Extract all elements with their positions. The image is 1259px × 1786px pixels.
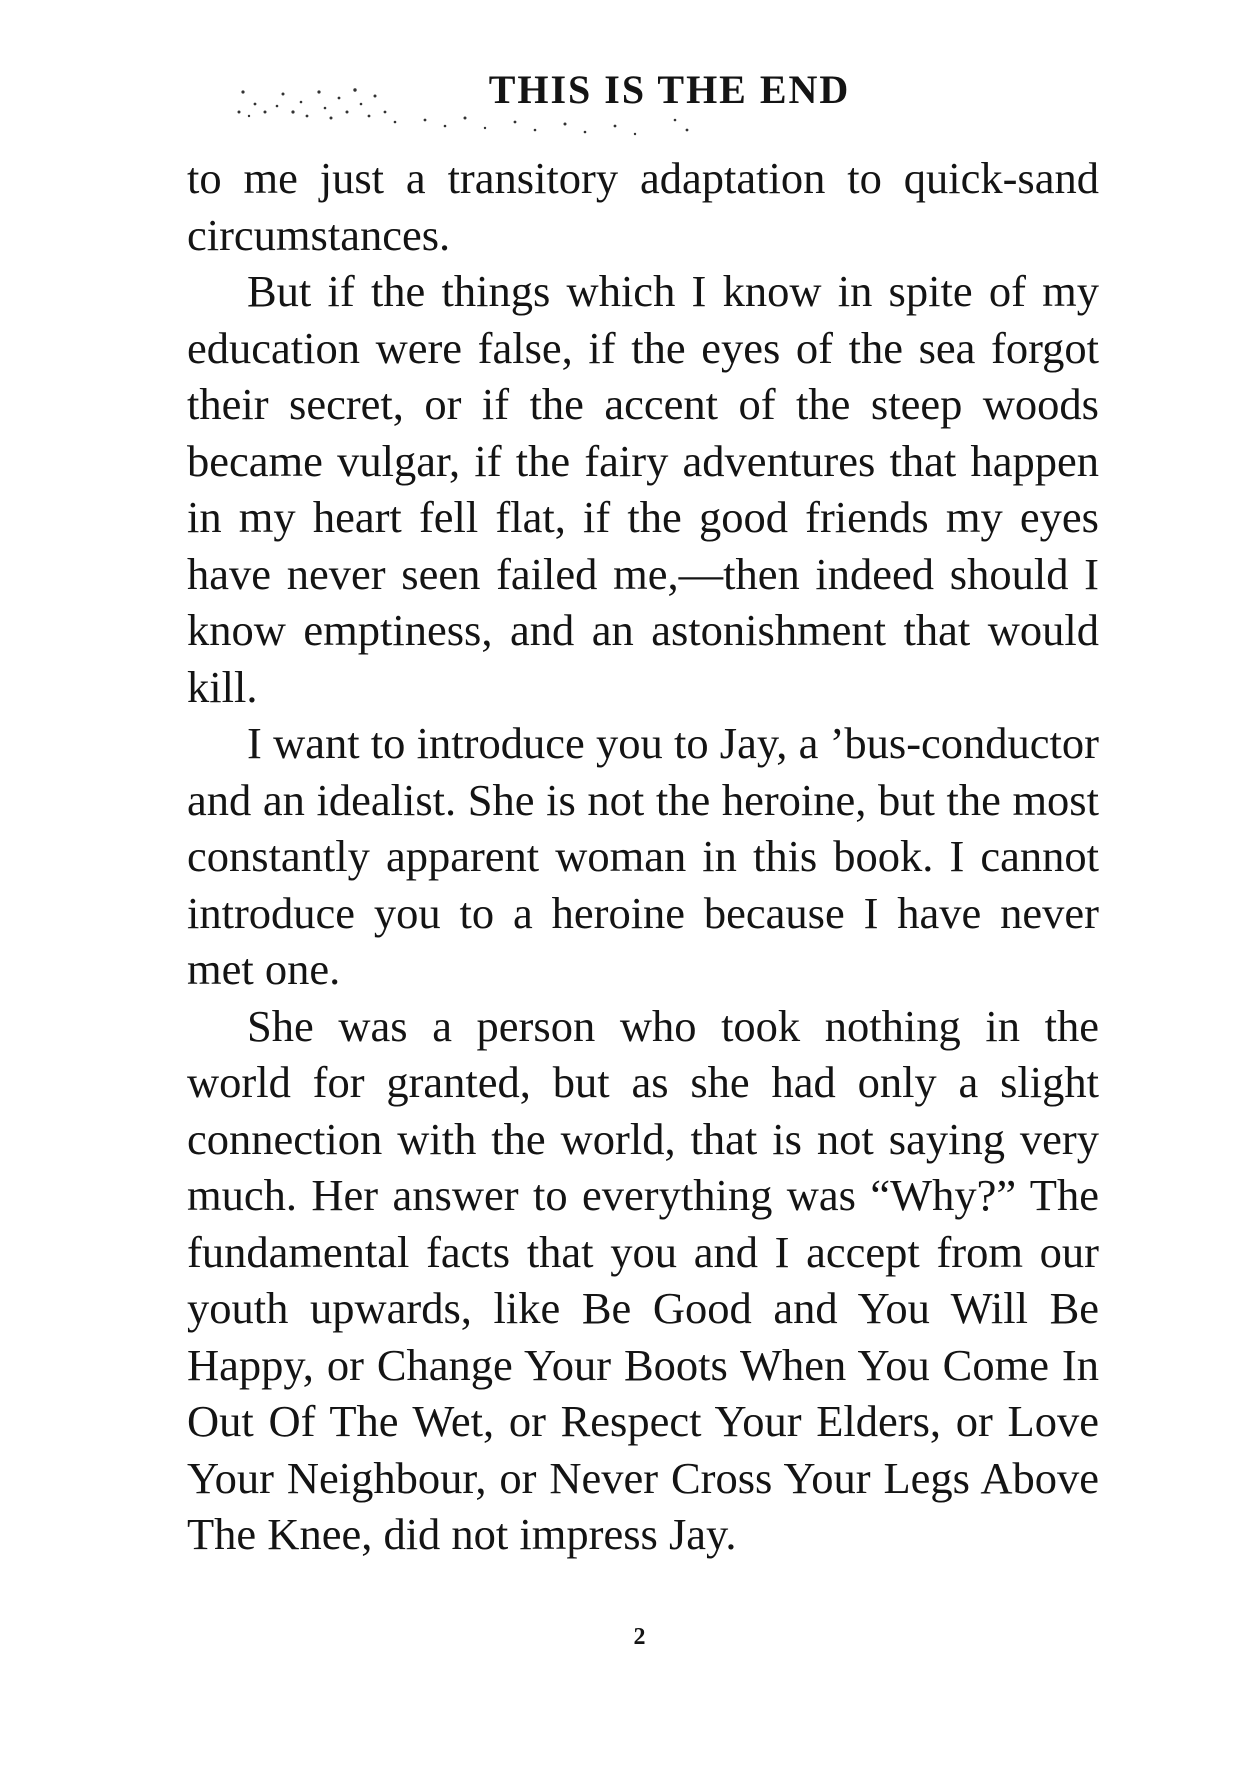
paragraph: to me just a transitory adaptation to quick-sand circumstances. xyxy=(187,153,1099,260)
paragraph: But if the things which I know in spite of my education were false, if the eyes of the sea forgot their secret, or if the accent of the steep woods became vulgar, if the fairy adventures that happen in my heart fell flat, if the good friends my eyes have never seen failed me,—then indeed should I know emptiness, and an astonishment that would kill. xyxy=(187,266,1099,712)
running-head: THIS IS THE END xyxy=(488,67,851,112)
paragraph: I want to introduce you to Jay, a ’bus-conductor and an idealist. She is not the heroine, but the most constantly apparent woman in this book. I cannot introduce you to a heroine because I have never met one. xyxy=(187,718,1099,994)
body-text xyxy=(187,150,1099,1563)
paragraph: She was a person who took nothing in the world for granted, but as she had only a slight connection with the world, that is not saying very much. Her answer to everything was “Why?” The fundamental facts that you and I accept from our youth upwards, like Be Good and You Will Be Happy, or Change Your Boots When You Come In Out Of The Wet, or Respect Your Elders, or Love Your Neighbour, or Never Cross Your Legs Above The Knee, did not impress Jay. xyxy=(187,1000,1099,1559)
page-number: 2 xyxy=(633,1624,646,1650)
